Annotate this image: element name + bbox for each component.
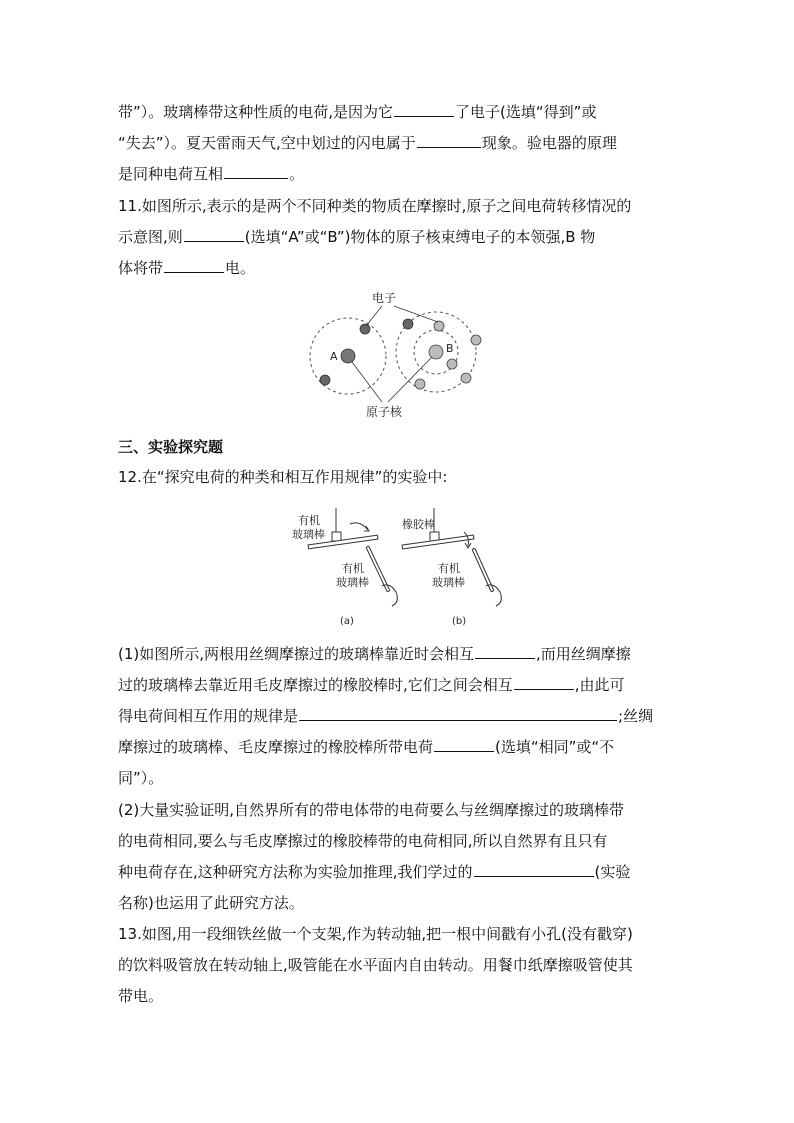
q11-line-2: 示意图,则 (选填“A”或“B”)物体的原子核束缚电子的本领强,B 物 — [118, 228, 596, 246]
answer-blank[interactable] — [434, 736, 494, 752]
label-a-bottom-2: 玻璃棒 — [336, 576, 369, 589]
leader-nucleus-b — [388, 357, 432, 402]
q10-line-3: 是同种电荷互相 。 — [118, 165, 305, 183]
leader-nucleus-a — [352, 362, 382, 402]
answer-blank[interactable] — [474, 861, 594, 877]
answer-blank[interactable] — [184, 226, 244, 242]
answer-blank[interactable] — [224, 163, 288, 179]
electron-a-1 — [360, 324, 370, 334]
q12-p1-line-4: 摩擦过的玻璃棒、毛皮摩擦过的橡胶棒所带电荷 (选填“相同”或“不 — [118, 738, 615, 756]
q13-line-1: 13.如图,用一段细铁丝做一个支架,作为转动轴,把一根中间戳有小孔(没有戳穿) — [118, 925, 633, 943]
cradle-a — [332, 532, 341, 541]
answer-blank[interactable] — [164, 257, 224, 273]
label-a-top-1: 有机 — [298, 514, 320, 527]
q10-line-2: “失去”）。夏天雷雨天气,空中划过的闪电属于 现象。验电器的原理 — [118, 134, 617, 152]
nucleus-a — [341, 349, 355, 363]
q11-line-1: 11.如图所示,表示的是两个不同种类的物质在摩擦时,原子之间电荷转移情况的 — [118, 197, 632, 215]
hand-a — [382, 585, 397, 606]
answer-blank[interactable] — [394, 101, 454, 117]
q12-p2-line-2: 的电荷相同,要么与毛皮摩擦过的橡胶棒带的电荷相同,所以自然界有且只有 — [118, 832, 608, 850]
q12-intro: 12.在“探究电荷的种类和相互作用规律”的实验中: — [118, 468, 448, 486]
answer-blank[interactable] — [417, 132, 481, 148]
q12-p1-line-3: 得电荷间相互作用的规律是 ;丝绸 — [118, 707, 654, 725]
label-a-top-2: 玻璃棒 — [292, 528, 325, 541]
q10-line-1: 带”）。玻璃棒带这种性质的电荷,是因为它 了电子(选填“得到”或 — [118, 103, 597, 121]
electron-b-2 — [434, 321, 444, 331]
answer-blank[interactable] — [514, 674, 574, 690]
q13-line-2: 的饮料吸管放在转动轴上,吸管能在水平面内自由转动。用餐巾纸摩擦吸管使其 — [118, 956, 633, 974]
q12-p2-line-1: (2)大量实验证明,自然界所有的带电体带的电荷要么与丝绸摩擦过的玻璃棒带 — [118, 801, 625, 819]
label-a: A — [330, 350, 338, 363]
label-nucleus: 原子核 — [366, 405, 403, 419]
label-b-bottom-1: 有机 — [438, 562, 460, 575]
section-heading: 三、实验探究题 — [118, 438, 224, 456]
nucleus-b — [429, 345, 443, 359]
electron-a-2 — [320, 375, 330, 385]
electron-b-1 — [403, 319, 413, 329]
q12-p2-line-4: 名称)也运用了此研究方法。 — [118, 894, 304, 912]
caption-b: (b) — [452, 616, 467, 627]
answer-blank[interactable] — [475, 643, 535, 659]
q11-line-3: 体将带 电。 — [118, 259, 256, 277]
electron-b-3 — [471, 335, 481, 345]
q12-p1-line-5: 同”）。 — [118, 769, 164, 787]
leader-electron-b — [394, 306, 438, 322]
caption-a: (a) — [340, 616, 354, 627]
rotation-arrow-a — [350, 523, 368, 530]
hand-b — [486, 585, 501, 606]
label-b: B — [446, 342, 454, 355]
label-electron: 电子 — [372, 291, 397, 305]
label-b-bottom-2: 玻璃棒 — [432, 576, 465, 589]
hanging-rod-b — [402, 535, 474, 549]
q12-p2-line-3: 种电荷存在,这种研究方法称为实验加推理,我们学过的 (实验 — [118, 863, 631, 881]
electron-b-6 — [415, 379, 425, 389]
electron-b-4 — [447, 359, 457, 369]
label-b-top: 橡胶棒 — [402, 518, 435, 531]
label-a-bottom-1: 有机 — [342, 562, 364, 575]
rods-figure — [284, 502, 514, 630]
q12-p1-line-2: 过的玻璃棒去靠近用毛皮摩擦过的橡胶棒时,它们之间会相互 ,由此可 — [118, 676, 625, 694]
q13-line-3: 带电。 — [118, 987, 164, 1005]
atom-transfer-figure — [300, 286, 500, 422]
q12-p1-line-1: (1)如图所示,两根用丝绸摩擦过的玻璃棒靠近时会相互 ,而用丝绸摩擦 — [118, 645, 631, 663]
leader-electron-a — [366, 306, 382, 326]
answer-blank[interactable] — [299, 705, 617, 721]
electron-b-5 — [461, 373, 471, 383]
